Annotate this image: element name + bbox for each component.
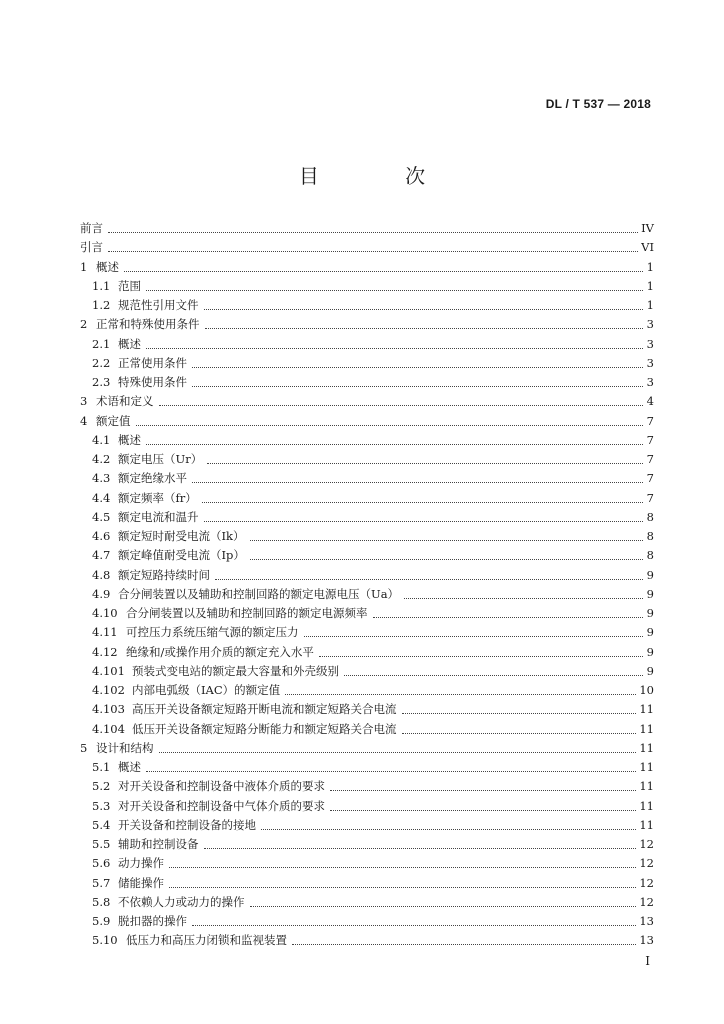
toc-entry[interactable]	[80, 508, 654, 527]
toc-entry-page: 11	[639, 779, 654, 794]
toc-entry[interactable]	[80, 489, 654, 508]
toc-entry-title: 概述	[118, 432, 141, 447]
toc-entry-title: 正常和特殊使用条件	[96, 317, 200, 332]
toc-entry[interactable]	[80, 277, 654, 296]
toc-leader-dots	[402, 723, 637, 734]
toc-entry[interactable]	[80, 720, 654, 739]
toc-entry-page: 13	[639, 933, 654, 948]
toc-entry-page: 11	[639, 798, 654, 813]
toc-entry[interactable]	[80, 777, 654, 796]
toc-leader-dots	[319, 646, 643, 657]
toc-entry-number: 5.10	[92, 933, 118, 948]
toc-entry-title: 概述	[118, 760, 141, 774]
toc-entry-number: 4.10	[92, 606, 118, 620]
toc-entry-number: 4.103	[92, 702, 125, 717]
toc-entry[interactable]	[80, 893, 654, 912]
toc-leader-dots	[250, 896, 637, 907]
toc-entry-title: 开关设备和控制设备的接地	[118, 817, 256, 832]
toc-entry-title: 预装式变电站的额定最大容量和外壳级别	[132, 663, 339, 678]
toc-entry-page: 3	[646, 375, 654, 389]
toc-entry-title: 额定绝缘水平	[118, 471, 187, 486]
toc-entry[interactable]	[80, 219, 654, 238]
toc-entry-page: VI	[641, 240, 654, 255]
toc-entry-page: 12	[639, 837, 654, 851]
toc-entry-page: 1	[646, 259, 654, 274]
toc-entry[interactable]	[80, 238, 654, 257]
toc-entry-title: 特殊使用条件	[118, 375, 187, 389]
toc-entry[interactable]	[80, 758, 654, 777]
toc-entry-page: 11	[639, 760, 654, 774]
toc-entry-page: 13	[639, 914, 654, 928]
toc-entry[interactable]	[80, 662, 654, 681]
toc-entry[interactable]	[80, 643, 654, 662]
toc-entry-page: 7	[646, 452, 654, 466]
toc-entry-page: 4	[646, 394, 654, 409]
toc-leader-dots	[204, 299, 644, 310]
toc-leader-dots	[207, 453, 643, 464]
toc-entry[interactable]	[80, 739, 654, 758]
toc-leader-dots	[169, 877, 636, 888]
toc-entry-number: 4.1	[92, 432, 111, 447]
toc-leader-dots	[404, 588, 643, 599]
toc-entry-title: 脱扣器的操作	[118, 914, 187, 928]
page-title: 目 次	[298, 164, 466, 188]
toc-entry[interactable]	[80, 412, 654, 431]
toc-leader-dots	[205, 318, 644, 329]
toc-entry-number: 5.5	[92, 837, 111, 851]
toc-entry-number: 4.9	[92, 586, 111, 601]
toc-entry-page: 9	[646, 606, 654, 620]
toc-entry[interactable]	[80, 604, 654, 623]
toc-entry-title: 额定短路持续时间	[118, 567, 210, 582]
toc-entry-number: 5.4	[92, 817, 111, 832]
toc-entry[interactable]	[80, 835, 654, 854]
toc-entry-page: 9	[646, 625, 654, 640]
toc-entry-number: 1.2	[92, 298, 111, 312]
toc-leader-dots	[146, 338, 643, 349]
toc-entry-title: 范围	[118, 278, 141, 293]
toc-entry[interactable]	[80, 797, 654, 816]
toc-entry-title: 对开关设备和控制设备中气体介质的要求	[118, 798, 325, 813]
toc-entry-title: 内部电弧级（IAC）的额定值	[132, 683, 281, 697]
toc-entry[interactable]	[80, 854, 654, 873]
toc-entry[interactable]	[80, 469, 654, 488]
toc-entry-title: 合分闸装置以及辅助和控制回路的额定电源电压（Ua）	[118, 586, 400, 601]
toc-entry-title: 不依赖人力或动力的操作	[118, 894, 245, 909]
toc-entry-number: 5	[80, 740, 88, 755]
toc-entry-number: 2.1	[92, 336, 111, 351]
toc-leader-dots	[108, 222, 638, 233]
toc-entry-title: 概述	[118, 336, 141, 351]
toc-entry-page: 3	[646, 317, 654, 332]
toc-leader-dots	[159, 395, 644, 406]
toc-leader-dots	[344, 665, 643, 676]
toc-entry[interactable]	[80, 315, 654, 334]
toc-entry-number: 4.2	[92, 452, 111, 466]
toc-entry-title: 可控压力系统压缩气源的额定压力	[126, 625, 299, 640]
toc-entry-title: 储能操作	[118, 875, 164, 890]
toc-entry-number: 5.3	[92, 798, 111, 813]
toc-entry-number: 3	[80, 394, 88, 409]
toc-entry[interactable]	[80, 546, 654, 565]
toc-entry-page: 7	[646, 471, 654, 486]
toc-entry-title: 动力操作	[118, 856, 164, 871]
toc-entry-title: 低压力和高压力闭锁和监视装置	[126, 933, 287, 948]
toc-entry[interactable]	[80, 585, 654, 604]
toc-entry[interactable]	[80, 623, 654, 642]
toc-leader-dots	[108, 241, 638, 252]
toc-entry-number: 1.1	[92, 278, 111, 293]
toc-entry-page: IV	[641, 221, 654, 235]
toc-entry[interactable]	[80, 335, 654, 354]
toc-leader-dots	[250, 530, 643, 541]
toc-entry-number: 4	[80, 413, 88, 428]
toc-entry-title: 概述	[96, 259, 119, 274]
toc-leader-dots	[192, 472, 643, 483]
toc-entry[interactable]	[80, 874, 654, 893]
toc-entry[interactable]	[80, 700, 654, 719]
toc-entry[interactable]	[80, 912, 654, 931]
toc-entry-page: 11	[639, 702, 654, 717]
toc-entry-page: 1	[646, 298, 654, 312]
toc-entry-number: 2	[80, 317, 88, 332]
toc-entry-page: 11	[639, 817, 654, 832]
toc-leader-dots	[146, 434, 643, 445]
toc-entry-number: 4.11	[92, 625, 118, 640]
toc-entry-title: 对开关设备和控制设备中液体介质的要求	[118, 779, 325, 794]
toc-entry-number: 5.7	[92, 875, 111, 890]
toc-entry[interactable]	[80, 450, 654, 469]
toc-entry-number: 4.5	[92, 509, 111, 524]
toc-leader-dots	[136, 415, 644, 426]
toc-entry-title: 绝缘和/或操作用介质的额定充入水平	[126, 644, 314, 659]
toc-entry[interactable]	[80, 373, 654, 392]
toc-leader-dots	[146, 761, 636, 772]
toc-entry[interactable]	[80, 931, 654, 950]
toc-leader-dots	[330, 780, 636, 791]
toc-entry-page: 12	[639, 856, 654, 871]
toc-leader-dots	[261, 819, 636, 830]
toc-entry-number: 2.3	[92, 375, 111, 389]
toc-entry-title: 术语和定义	[96, 394, 154, 409]
toc-entry-title: 合分闸装置以及辅助和控制回路的额定电源频率	[126, 606, 368, 620]
toc-entry-page: 7	[646, 413, 654, 428]
toc-entry-number: 5.2	[92, 779, 111, 794]
toc-entry[interactable]	[80, 392, 654, 411]
toc-entry[interactable]	[80, 296, 654, 315]
toc-entry-number: 4.4	[92, 490, 111, 505]
toc-leader-dots	[159, 742, 637, 753]
toc-entry-number: 4.102	[92, 683, 125, 697]
toc-leader-dots	[330, 800, 636, 811]
toc-entry-title: 额定频率（fr）	[118, 490, 197, 505]
toc-entry-page: 3	[646, 336, 654, 351]
toc-leader-dots	[373, 607, 644, 618]
toc-entry-number: 4.104	[92, 721, 125, 736]
toc-entry-title: 额定电压（Ur）	[118, 452, 203, 466]
toc-entry-number: 4.3	[92, 471, 111, 486]
toc-entry-page: 9	[646, 663, 654, 678]
toc-entry-page: 1	[646, 278, 654, 293]
toc-entry-page: 12	[639, 894, 654, 909]
toc-entry-page: 11	[639, 721, 654, 736]
toc-entry[interactable]	[80, 566, 654, 585]
toc-entry-page: 9	[646, 567, 654, 582]
toc-leader-dots	[402, 703, 637, 714]
toc-entry-page: 7	[646, 490, 654, 505]
toc-leader-dots	[250, 549, 643, 560]
toc-entry[interactable]	[80, 354, 654, 373]
toc-entry-page: 9	[646, 586, 654, 601]
toc-entry-title: 设计和结构	[96, 740, 154, 755]
toc-entry-title: 前言	[80, 221, 103, 235]
toc-entry-number: 5.8	[92, 894, 111, 909]
toc-leader-dots	[204, 838, 637, 849]
toc-entry-title: 低压开关设备额定短路分断能力和额定短路关合电流	[132, 721, 397, 736]
toc-entry-number: 4.6	[92, 529, 111, 543]
toc-entry[interactable]	[80, 681, 654, 700]
toc-entry-page: 8	[646, 529, 654, 543]
toc-entry-number: 2.2	[92, 355, 111, 370]
toc-entry-title: 额定值	[96, 413, 131, 428]
toc-entry-title: 引言	[80, 240, 103, 255]
toc-entry-title: 额定短时耐受电流（Ik）	[118, 529, 245, 543]
toc-leader-dots	[192, 357, 643, 368]
toc-entry-page: 8	[646, 509, 654, 524]
toc-leader-dots	[202, 492, 643, 503]
toc-leader-dots	[192, 376, 643, 387]
toc-leader-dots	[204, 511, 644, 522]
toc-entry-number: 5.1	[92, 760, 111, 774]
toc-entry-page: 8	[646, 548, 654, 563]
toc-entry[interactable]	[80, 431, 654, 450]
toc-leader-dots	[124, 261, 643, 272]
toc-entry-number: 4.8	[92, 567, 111, 582]
toc-leader-dots	[146, 280, 643, 291]
toc-entry-title: 规范性引用文件	[118, 298, 199, 312]
toc-entry-page: 9	[646, 644, 654, 659]
toc-leader-dots	[169, 857, 636, 868]
toc-entry-number: 1	[80, 259, 88, 274]
toc-entry-page: 10	[639, 683, 654, 697]
toc-leader-dots	[215, 569, 643, 580]
table-of-contents	[80, 219, 654, 951]
toc-entry-page: 3	[646, 355, 654, 370]
toc-entry-number: 4.12	[92, 644, 118, 659]
toc-entry-page: 12	[639, 875, 654, 890]
toc-entry-title: 额定电流和温升	[118, 509, 199, 524]
toc-entry[interactable]	[80, 527, 654, 546]
page-number: I	[645, 954, 650, 968]
toc-leader-dots	[285, 684, 636, 695]
toc-entry-title: 辅助和控制设备	[118, 837, 199, 851]
toc-entry-number: 4.101	[92, 663, 125, 678]
toc-entry-title: 高压开关设备额定短路开断电流和额定短路关合电流	[132, 702, 397, 717]
toc-leader-dots	[292, 934, 636, 945]
toc-entry-title: 正常使用条件	[118, 355, 187, 370]
toc-entry-number: 5.9	[92, 914, 111, 928]
toc-entry[interactable]	[80, 258, 654, 277]
toc-entry-title: 额定峰值耐受电流（Ip）	[118, 548, 245, 563]
toc-entry-page: 7	[646, 432, 654, 447]
toc-leader-dots	[192, 915, 636, 926]
toc-leader-dots	[304, 626, 644, 637]
toc-entry-page: 11	[639, 740, 654, 755]
toc-entry-number: 4.7	[92, 548, 111, 563]
toc-entry-number: 5.6	[92, 856, 111, 871]
standard-code: DL / T 537 — 2018	[545, 97, 651, 111]
toc-entry[interactable]	[80, 816, 654, 835]
